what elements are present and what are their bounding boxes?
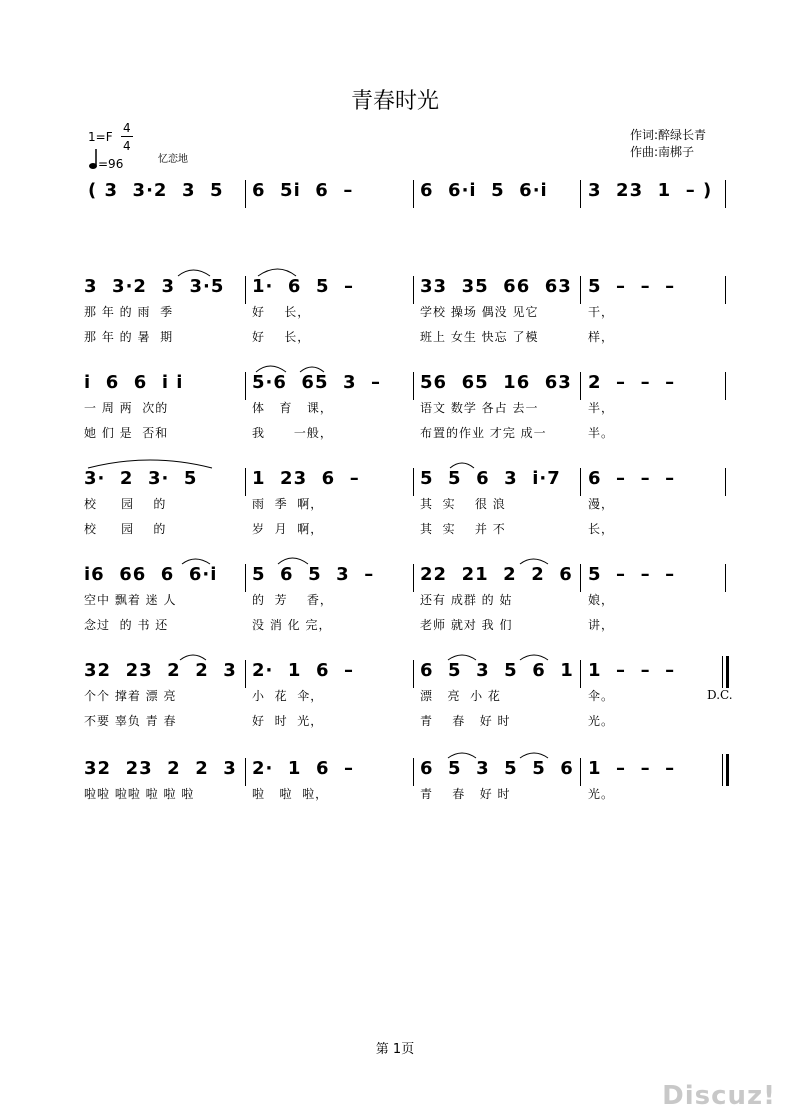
key-signature: 1=F [88, 130, 113, 144]
measure-notes: 6 5i 6 – [252, 180, 354, 201]
lyric-verse-1: 一 周 两 次的 [84, 401, 169, 415]
page-number: 第 1页 [375, 1042, 415, 1057]
measure-notes: 5 – – – [588, 276, 676, 297]
lyric-verse-2: 我 一般， [252, 426, 333, 440]
measure-notes: 6 6·i 5 6·i [420, 180, 548, 201]
measure-notes: 5·6 65 3 – [252, 372, 382, 393]
lyric-verse-2: 她 们 是 否和 [84, 426, 169, 440]
measure-notes: 6 – – – [588, 468, 676, 489]
da-capo-mark: D.C. [707, 688, 733, 702]
measure-notes: 32 23 2 2 3 [84, 758, 237, 779]
lyric-verse-2: 半。 [588, 426, 615, 440]
lyric-verse-2: 青 春 好 时 [420, 714, 511, 728]
lyric-verse-1: 的 芳 香， [252, 593, 333, 607]
lyric-verse-2: 好 长， [252, 330, 311, 344]
lyric-verse-2: 光。 [588, 714, 615, 728]
lyric-verse-1: 啦啦 啦啦 啦 啦 啦 [84, 787, 195, 801]
lyric-verse-1: 漫， [588, 497, 615, 511]
measure-notes: 1 – – – [588, 660, 676, 681]
composer: 作曲:南梆子 [630, 145, 695, 159]
lyric-verse-1: 其 实 很 浪 [420, 497, 506, 511]
measure-notes: 3 23 1 – ) [588, 180, 713, 201]
lyric-verse-2: 布置的作业 才完 成一 [420, 426, 547, 440]
measure-notes: 3· 2 3· 5 [84, 468, 198, 489]
lyric-verse-1: 体 育 课， [252, 401, 333, 415]
measure-notes: 5 5 6 3 i·7 [420, 468, 561, 489]
measure-notes: i 6 6 i i [84, 372, 184, 393]
measure-notes: 5 – – – [588, 564, 676, 585]
lyric-verse-2: 老师 就对 我 们 [420, 618, 513, 632]
lyric-verse-2: 长， [588, 522, 615, 536]
lyric-verse-1: 漂 亮 小 花 [420, 689, 501, 703]
lyric-verse-2: 其 实 并 不 [420, 522, 506, 536]
lyric-verse-1: 娘， [588, 593, 615, 607]
lyric-verse-2: 样， [588, 330, 615, 344]
measure-notes: 6 5 3 5 6 1 [420, 660, 574, 681]
time-signature-bottom: 4 [123, 139, 131, 153]
measure-notes: 3 3·2 3 3·5 [84, 276, 225, 297]
lyric-verse-1: 干， [588, 305, 615, 319]
measure-notes: 2· 1 6 – [252, 758, 355, 779]
lyricist: 作词:醉绿长青 [630, 128, 707, 142]
tempo: =96 [98, 157, 124, 171]
measure-notes: 1· 6 5 – [252, 276, 355, 297]
lyric-verse-1: 那 年 的 雨 季 [84, 305, 174, 319]
lyric-verse-1: 啦 啦 啦， [252, 787, 329, 801]
measure-notes: 2· 1 6 – [252, 660, 355, 681]
lyric-verse-1: 光。 [588, 787, 615, 801]
lyric-verse-2: 没 消 化 完， [252, 618, 332, 632]
lyric-verse-2: 那 年 的 暑 期 [84, 330, 174, 344]
measure-notes: 6 5 3 5 5 6 [420, 758, 574, 779]
lyric-verse-1: 个个 撑着 漂 亮 [84, 689, 177, 703]
lyric-verse-2: 讲， [588, 618, 615, 632]
lyric-verse-1: 雨 季 啊， [252, 497, 324, 511]
lyric-verse-1: 小 花 伞， [252, 689, 324, 703]
measure-notes: 1 23 6 – [252, 468, 360, 489]
lyric-verse-2: 校 园 的 [84, 522, 167, 536]
measure-notes: 32 23 2 2 3 [84, 660, 237, 681]
lyric-verse-2: 不要 辜负 青 春 [84, 714, 177, 728]
measure-notes: 2 – – – [588, 372, 676, 393]
source-tag: 忆恋地 [158, 154, 188, 165]
measure-notes: ( 3 3·2 3 5 [88, 180, 224, 201]
measure-notes: 22 21 2 2 6 [420, 564, 573, 585]
measure-notes: i6 66 6 6·i [84, 564, 218, 585]
measure-notes: 5 6 5 3 – [252, 564, 375, 585]
lyric-verse-2: 班上 女生 快忘 了模 [420, 330, 539, 344]
lyric-verse-1: 校 园 的 [84, 497, 167, 511]
watermark-logo: Discuz! [662, 1081, 776, 1111]
lyric-verse-1: 青 春 好 时 [420, 787, 511, 801]
measure-notes: 33 35 66 63 [420, 276, 572, 297]
lyric-verse-1: 还有 成群 的 姑 [420, 593, 513, 607]
song-title: 青春时光 [350, 89, 439, 114]
time-signature-top: 4 [123, 121, 131, 135]
lyric-verse-1: 半， [588, 401, 615, 415]
measure-notes: 1 – – – [588, 758, 676, 779]
lyric-verse-2: 念过 的 书 还 [84, 618, 169, 632]
measure-notes: 56 65 16 63 [420, 372, 572, 393]
lyric-verse-1: 伞。 [588, 689, 615, 703]
lyric-verse-1: 学校 操场 偶没 见它 [420, 305, 539, 319]
lyric-verse-2: 岁 月 啊， [252, 522, 324, 536]
lyric-verse-2: 好 时 光， [252, 714, 324, 728]
lyric-verse-1: 空中 飘着 迷 人 [84, 593, 177, 607]
lyric-verse-1: 语文 数学 各占 去一 [420, 401, 539, 415]
lyric-verse-1: 好 长， [252, 305, 311, 319]
